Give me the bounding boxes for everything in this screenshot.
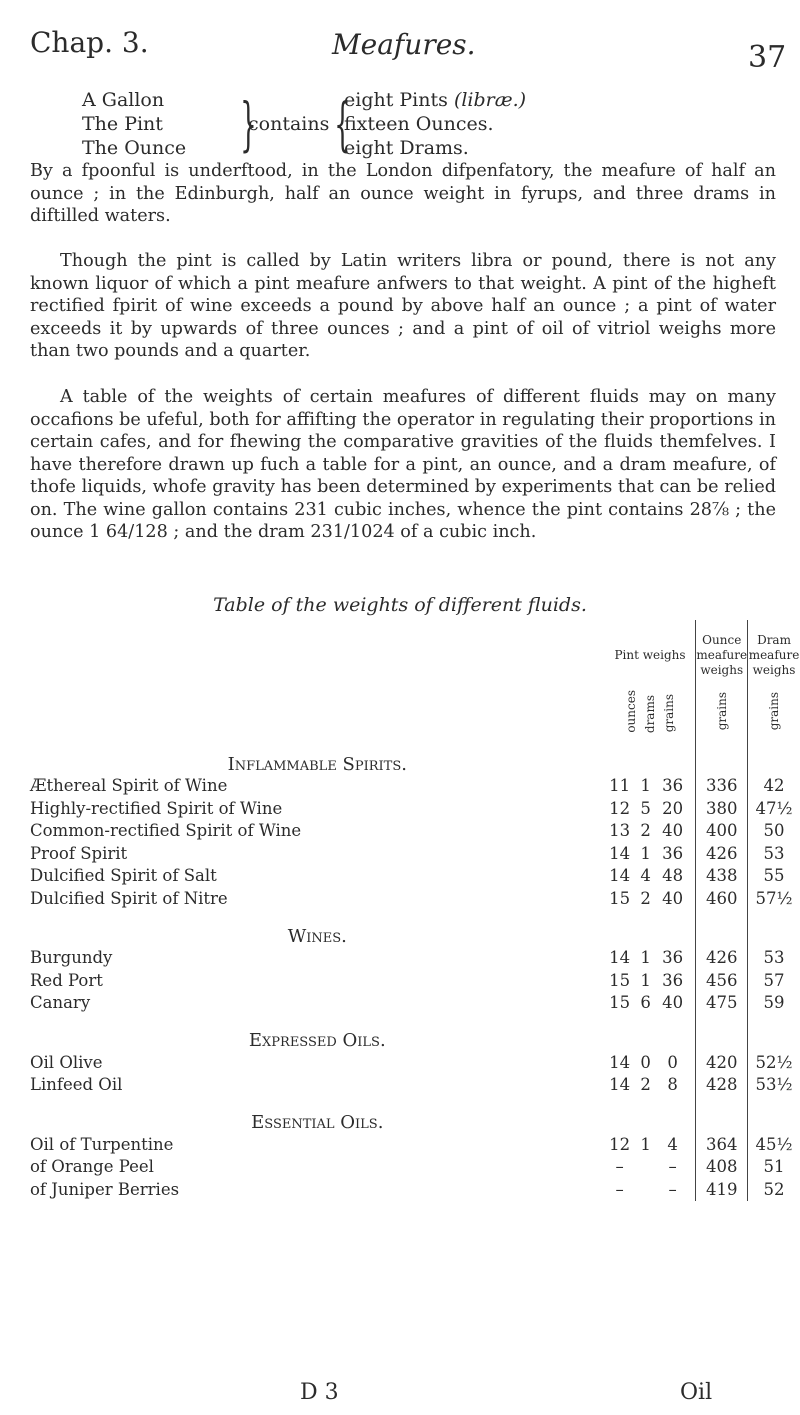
pint-grains: 40 bbox=[662, 993, 684, 1013]
ounce-measure-grains: 419 bbox=[696, 1178, 748, 1201]
libra-note: (libræ.) bbox=[453, 89, 527, 111]
fluid-name: Dulcified Spirit of Salt bbox=[30, 866, 217, 886]
pint-grains: – bbox=[668, 1157, 677, 1177]
pint-drams: 2 bbox=[640, 1075, 651, 1095]
table-caption: Table of the weights of different fluids. bbox=[213, 594, 587, 616]
definition-value: eight Pints bbox=[344, 89, 448, 111]
section-row bbox=[30, 1096, 800, 1133]
definition-value: eight Drams. bbox=[344, 137, 469, 159]
paragraph-table-intro: A table of the weights of certain meafures of different fluids may on many occafions be ufeful, both for affifting the operator in regulating their proportions in certain cafes, and for fhewing the comparative gravities of the fluids themfelves. I have therefore drawn up fuch a table for a pint, an ounce, and a dram meafure, of thofe liquids, whofe gravity has been determined by experiments that can be relied on. The wine gallon contains 231 cubic inches, whence the pint contains 28⅞ ; the ounce 1 64/128 ; and the dram 231/1024 of a cubic inch. bbox=[30, 387, 776, 542]
table-row bbox=[30, 775, 800, 798]
ounce-measure-grains: 408 bbox=[696, 1156, 748, 1179]
running-title: Meafures. bbox=[332, 28, 476, 61]
paragraph-spoonful: By a fpoonful is underftood, in the London difpenfatory, the meafure of half an ounce ; in the Edinburgh, half an ounce weight in fyrups, and three drams in diftilled waters. bbox=[30, 161, 776, 226]
ounce-measure-grains: 426 bbox=[696, 947, 748, 970]
pint-drams: 1 bbox=[640, 970, 651, 990]
ounce-measure-grains: 336 bbox=[696, 775, 748, 798]
page-number: 37 bbox=[748, 40, 787, 75]
dram-measure-grains: 47½ bbox=[748, 797, 800, 820]
dram-measure-grains: 57 bbox=[748, 969, 800, 992]
pint-drams: 2 bbox=[640, 821, 651, 841]
fluid-name: Oil of Turpentine bbox=[30, 1134, 174, 1154]
pint-ounces: 12 bbox=[609, 798, 631, 818]
fluid-name: Linfeed Oil bbox=[30, 1075, 123, 1095]
pint-drams: 4 bbox=[640, 866, 651, 886]
pint-grains: 8 bbox=[667, 1075, 678, 1095]
table-row bbox=[30, 1156, 800, 1179]
table-row bbox=[30, 992, 800, 1015]
dram-measure-grains: 53½ bbox=[748, 1074, 800, 1097]
fluid-name: Red Port bbox=[30, 970, 103, 990]
fluid-name: Proof Spirit bbox=[30, 843, 128, 863]
ounce-measure-grains: 460 bbox=[696, 887, 748, 910]
pint-drams: 1 bbox=[640, 776, 651, 796]
ounce-measure-grains: 380 bbox=[696, 797, 748, 820]
ounce-measure-grains: 438 bbox=[696, 865, 748, 888]
fluid-name: Dulcified Spirit of Nitre bbox=[30, 888, 228, 908]
pint-grains: 36 bbox=[662, 843, 684, 863]
fluid-name: Highly-rectified Spirit of Wine bbox=[30, 798, 283, 818]
pint-grains: 48 bbox=[662, 866, 684, 886]
pint-drams: 1 bbox=[640, 1134, 651, 1154]
section-row bbox=[30, 910, 800, 947]
dram-measure-grains: 45½ bbox=[748, 1133, 800, 1156]
pint-drams: 2 bbox=[640, 888, 651, 908]
dram-measure-grains: 52½ bbox=[748, 1051, 800, 1074]
fluid-name: Common-rectified Spirit of Wine bbox=[30, 821, 302, 841]
signature-mark: D 3 bbox=[300, 1380, 339, 1405]
dram-measure-grains: 53 bbox=[748, 842, 800, 865]
section-title: Inflammable Spirits. bbox=[227, 753, 407, 775]
subheader-grains: grains bbox=[714, 692, 729, 731]
pint-drams: 1 bbox=[640, 843, 651, 863]
right-brace: } bbox=[240, 90, 257, 158]
section-row bbox=[30, 738, 800, 775]
subheader-ounces: ounces bbox=[623, 690, 638, 733]
subheader-grains: grains bbox=[662, 694, 677, 733]
fluid-name: Burgundy bbox=[30, 948, 113, 968]
chapter-heading: Chap. 3. bbox=[30, 26, 149, 59]
pint-ounces: 13 bbox=[609, 821, 631, 841]
dram-measure-grains: 57½ bbox=[748, 887, 800, 910]
paragraph-pint-weight: Though the pint is called by Latin writers libra or pound, there is not any known liquor of which a pint meafure anfwers to that weight. A pint of the higheft rectified fpirit of wine exceeds a pound by above half an ounce ; a pint of water exceeds it by upwards of three ounces ; and a pint of oil of vitriol weighs more than two pounds and a quarter. bbox=[30, 251, 776, 361]
pint-drams: 6 bbox=[640, 993, 651, 1013]
table-row bbox=[30, 947, 800, 970]
table-row bbox=[30, 1051, 800, 1074]
pint-grains: – bbox=[668, 1179, 677, 1199]
catchword: Oil bbox=[680, 1380, 713, 1405]
pint-drams: 1 bbox=[640, 948, 651, 968]
weights-table bbox=[30, 620, 800, 1201]
ounce-measure-grains: 426 bbox=[696, 842, 748, 865]
pint-ounces: 11 bbox=[609, 776, 631, 796]
section-row bbox=[30, 1014, 800, 1051]
pint-ounces: 14 bbox=[609, 1075, 631, 1095]
table-row bbox=[30, 797, 800, 820]
definition-units bbox=[82, 88, 186, 160]
dram-measure-grains: 59 bbox=[748, 992, 800, 1015]
subheader-grains: grains bbox=[767, 692, 782, 731]
subheader-drams: drams bbox=[643, 694, 657, 733]
section-title: Wines. bbox=[287, 925, 347, 947]
fluid-name: Oil Olive bbox=[30, 1052, 103, 1072]
ounce-measure-grains: 428 bbox=[696, 1074, 748, 1097]
table-row bbox=[30, 1178, 800, 1201]
table-row bbox=[30, 1074, 800, 1097]
dram-measure-grains: 55 bbox=[748, 865, 800, 888]
pint-drams: 5 bbox=[640, 798, 651, 818]
pint-grains: 36 bbox=[662, 970, 684, 990]
pint-grains: 4 bbox=[667, 1134, 678, 1154]
ounce-measure-grains: 364 bbox=[696, 1133, 748, 1156]
ounce-measure-grains: 400 bbox=[696, 820, 748, 843]
fluid-name: of Orange Peel bbox=[30, 1157, 154, 1177]
header-dram: Dram meafure weighs bbox=[748, 620, 800, 690]
ounce-measure-grains: 420 bbox=[696, 1051, 748, 1074]
table-row bbox=[30, 969, 800, 992]
fluid-name: of Juniper Berries bbox=[30, 1179, 180, 1199]
pint-drams: 0 bbox=[640, 1052, 651, 1072]
definition-value: fixteen Ounces. bbox=[344, 113, 494, 135]
table-row bbox=[30, 1133, 800, 1156]
dram-measure-grains: 52 bbox=[748, 1178, 800, 1201]
definition-verb: contains bbox=[248, 113, 330, 135]
header-pint: Pint weighs bbox=[614, 647, 686, 662]
table-header-row bbox=[30, 620, 800, 690]
pint-grains: 40 bbox=[662, 888, 684, 908]
definition-unit: The Ounce bbox=[82, 137, 187, 159]
section-title: Essential Oils. bbox=[251, 1112, 384, 1134]
pint-ounces: 14 bbox=[609, 843, 631, 863]
fluid-name: Canary bbox=[30, 993, 91, 1013]
dram-measure-grains: 53 bbox=[748, 947, 800, 970]
pint-ounces: 14 bbox=[609, 948, 631, 968]
pint-grains: 36 bbox=[662, 776, 684, 796]
table-row bbox=[30, 865, 800, 888]
pint-ounces: – bbox=[615, 1179, 624, 1199]
dram-measure-grains: 42 bbox=[748, 775, 800, 798]
table-row bbox=[30, 820, 800, 843]
definition-unit: A Gallon bbox=[82, 89, 165, 111]
pint-ounces: – bbox=[615, 1157, 624, 1177]
table-row bbox=[30, 842, 800, 865]
header-ounce: Ounce meafure weighs bbox=[696, 620, 748, 690]
pint-ounces: 12 bbox=[609, 1134, 631, 1154]
pint-ounces: 15 bbox=[609, 970, 631, 990]
definition-unit: The Pint bbox=[82, 113, 163, 135]
dram-measure-grains: 50 bbox=[748, 820, 800, 843]
pint-grains: 40 bbox=[662, 821, 684, 841]
definition-values bbox=[344, 88, 526, 160]
table-row bbox=[30, 887, 800, 910]
ounce-measure-grains: 475 bbox=[696, 992, 748, 1015]
pint-grains: 0 bbox=[667, 1052, 678, 1072]
ounce-measure-grains: 456 bbox=[696, 969, 748, 992]
pint-ounces: 14 bbox=[609, 1052, 631, 1072]
table-subheader-row bbox=[30, 690, 800, 738]
fluid-name: Æthereal Spirit of Wine bbox=[30, 776, 228, 796]
pint-grains: 20 bbox=[662, 798, 684, 818]
pint-ounces: 15 bbox=[609, 888, 631, 908]
left-brace: { bbox=[334, 90, 351, 158]
section-title: Expressed Oils. bbox=[248, 1030, 386, 1052]
pint-grains: 36 bbox=[662, 948, 684, 968]
dram-measure-grains: 51 bbox=[748, 1156, 800, 1179]
pint-ounces: 14 bbox=[609, 866, 631, 886]
pint-ounces: 15 bbox=[609, 993, 631, 1013]
